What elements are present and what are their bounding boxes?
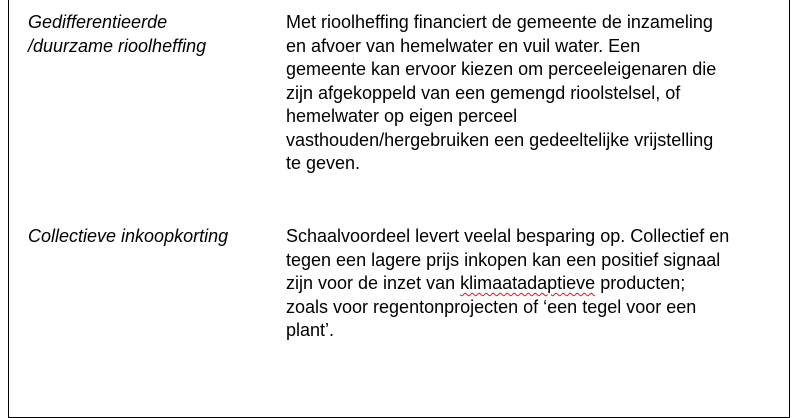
description-cell [286,11,781,176]
term-line: Gedifferentieerde [28,12,168,32]
description-cell [286,225,781,343]
description-line: plant’. [286,320,335,340]
description-line [286,272,781,296]
term-line: Collectieve inkoopkorting [28,226,229,246]
description-line: hemelwater op eigen perceel [286,106,518,126]
description-line: gemeente kan ervoor kiezen om perceeleigenaren die [286,59,717,79]
description-line: vasthouden/hergebruiken een gedeeltelijke vrijstelling [286,129,714,150]
description-line: zijn afgekoppeld van een gemengd rioolstelsel, of [286,82,681,103]
description-line-end: producten; [595,273,686,293]
description-line: en afvoer van hemelwater en vuil water. Een [286,35,641,56]
spellcheck-flagged-word[interactable]: klimaatadaptieve [460,273,596,293]
description-line-start: zijn voor de inzet van [286,273,461,293]
term-line: /duurzame rioolheffing [28,35,207,56]
description-line: zoals voor regentonprojecten of ‘een tegel voor een [286,296,697,317]
description-line: Met rioolheffing financiert de gemeente de inzameling [286,12,713,32]
description-line: te geven. [286,153,361,173]
term-cell [28,225,278,249]
description-line: tegen een lagere prijs inkopen kan een positief signaal [286,249,721,270]
document-table [8,0,790,418]
term-cell [28,11,278,58]
description-line: Schaalvoordeel levert veelal besparing op. Collectief en [286,226,730,246]
